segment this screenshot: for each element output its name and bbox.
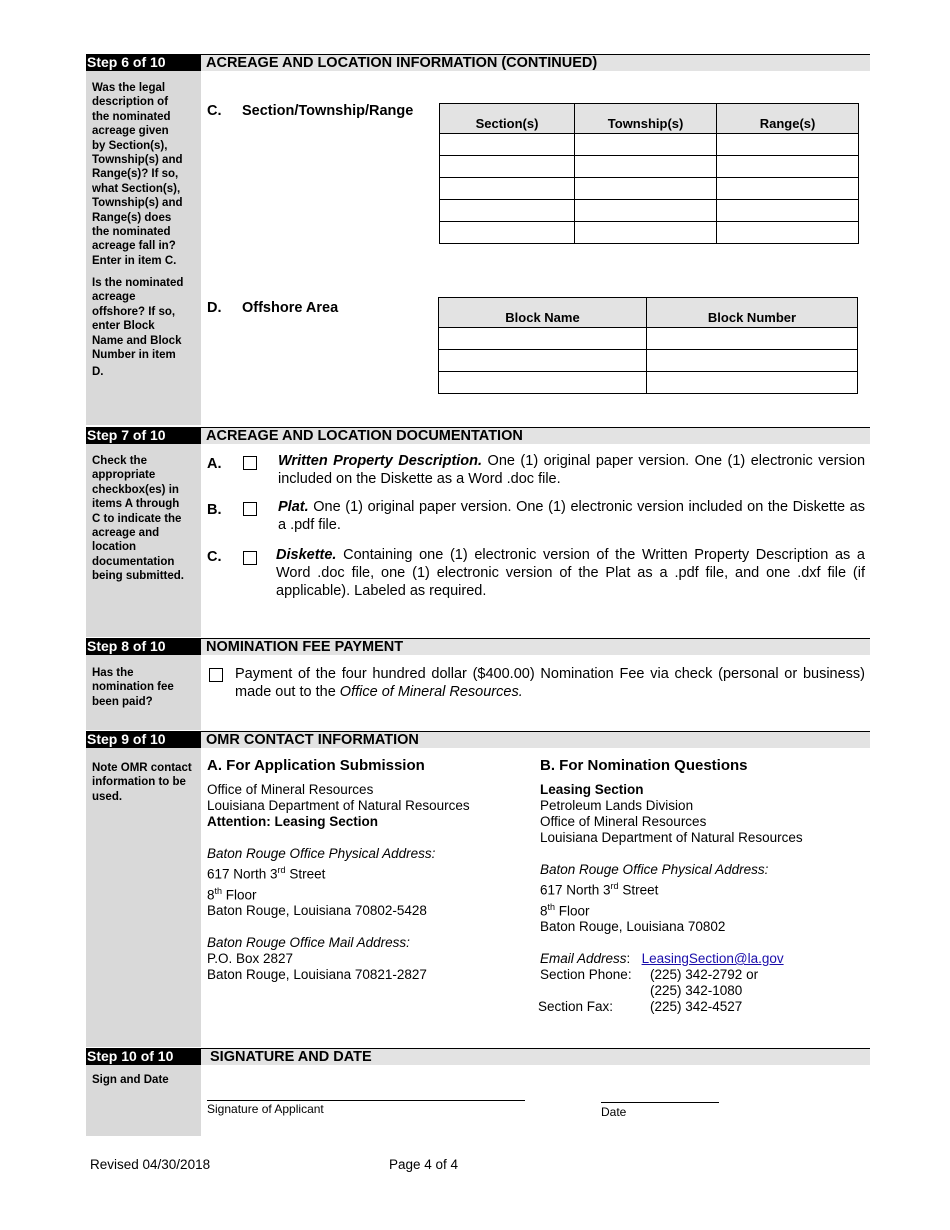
block-name-cell[interactable] bbox=[439, 328, 647, 350]
step8-side-text: Has the nomination fee been paid? bbox=[92, 667, 174, 708]
item-b-text: Plat. One (1) original paper version. One (1) electronic version included on the Diskette as a .pdf file. bbox=[278, 499, 865, 533]
column-header-townships: Township(s) bbox=[575, 104, 717, 134]
floor: 8th Floor bbox=[207, 885, 257, 902]
contact-a-heading: A. For Application Submission bbox=[207, 757, 425, 774]
step6-title: ACREAGE AND LOCATION INFORMATION (CONTINUED) bbox=[201, 54, 870, 71]
item-b-name: Plat. bbox=[278, 499, 309, 515]
step8-title: NOMINATION FEE PAYMENT bbox=[201, 638, 870, 655]
contact-nomination-questions: B. For Nomination Questions Leasing Section Petroleum Lands Division Office of Mineral Resources Louisiana Department of Natural Resources Baton Rouge Office Physical Address: 617 North 3rd Street 8th Floor Baton Rouge, Louisiana 70802 Email Address: LeasingSection@la.gov Section Phone: (225) 342-2792 or (225) 342-1080 Section Fax: (225) 342-4527 bbox=[540, 758, 860, 1015]
item-c-letter: C. bbox=[207, 103, 222, 119]
step8-label: Step 8 of 10 bbox=[86, 638, 201, 655]
block-number-cell[interactable] bbox=[647, 350, 858, 372]
step10-label: Step 10 of 10 bbox=[86, 1048, 201, 1065]
range-cell[interactable] bbox=[717, 200, 859, 222]
revised-date: Revised 04/30/2018 bbox=[90, 1157, 211, 1172]
step7-label: Step 7 of 10 bbox=[86, 427, 201, 444]
table-row bbox=[439, 372, 858, 394]
table-row bbox=[440, 178, 859, 200]
block-name-cell[interactable] bbox=[439, 350, 647, 372]
section-township-range-table bbox=[439, 103, 859, 244]
signature-label: Signature of Applicant bbox=[207, 1102, 324, 1116]
email-link[interactable]: LeasingSection@la.gov bbox=[641, 951, 784, 966]
contact-b-heading: B. For Nomination Questions bbox=[540, 757, 748, 774]
section-cell[interactable] bbox=[440, 134, 575, 156]
plat-checkbox[interactable] bbox=[243, 502, 257, 516]
page-number: Page 4 of 4 bbox=[389, 1157, 459, 1172]
date-label: Date bbox=[601, 1105, 627, 1119]
section-cell[interactable] bbox=[440, 178, 575, 200]
block-number-cell[interactable] bbox=[647, 372, 858, 394]
column-header-block-name: Block Name bbox=[439, 298, 647, 328]
written-description-checkbox[interactable] bbox=[243, 456, 257, 470]
table-row bbox=[440, 200, 859, 222]
township-cell[interactable] bbox=[575, 222, 717, 244]
step6-side-text-c: Was the legal description of the nominated acreage given by Section(s), Township(s) and Range(s)? If so, what Section(s), Township(s) and Range(s) does the nominated acreage fall in? Enter in item C. bbox=[92, 82, 183, 267]
item-d-title: Offshore Area bbox=[242, 300, 339, 316]
street-address: 617 North 3rd Street bbox=[207, 865, 326, 882]
step7-side-text: Check the appropriate checkbox(es) in items A through C to indicate the acreage and location documentation being submitted. bbox=[92, 455, 184, 583]
range-cell[interactable] bbox=[717, 178, 859, 200]
section-cell[interactable] bbox=[440, 200, 575, 222]
item-a-letter: A. bbox=[207, 456, 222, 472]
step9-side-text: Note OMR contact information to be used. bbox=[92, 762, 192, 803]
table-row bbox=[440, 134, 859, 156]
street-address: 617 North 3rd Street bbox=[540, 881, 659, 898]
township-cell[interactable] bbox=[575, 156, 717, 178]
step6-label: Step 6 of 10 bbox=[86, 54, 201, 71]
step10-title: SIGNATURE AND DATE bbox=[201, 1048, 870, 1065]
step9-label: Step 9 of 10 bbox=[86, 731, 201, 748]
table-row bbox=[440, 222, 859, 244]
signature-line[interactable] bbox=[207, 1100, 525, 1101]
diskette-checkbox[interactable] bbox=[243, 551, 257, 565]
item-a-text: Written Property Description. One (1) original paper version. One (1) electronic version included on the Diskette as a Word .doc file. bbox=[278, 453, 866, 487]
floor: 8th Floor bbox=[540, 901, 590, 918]
step9-title: OMR CONTACT INFORMATION bbox=[201, 731, 870, 748]
fee-paid-checkbox[interactable] bbox=[209, 668, 223, 682]
range-cell[interactable] bbox=[717, 156, 859, 178]
range-cell[interactable] bbox=[717, 134, 859, 156]
step6-side-text-d: Is the nominated acreage offshore? If so, enter Block Name and Block Number in item D. bbox=[92, 277, 184, 379]
township-cell[interactable] bbox=[575, 178, 717, 200]
offshore-area-table bbox=[438, 297, 858, 394]
item-c-doc-letter: C. bbox=[207, 549, 222, 565]
item-c-doc-text: Diskette. Containing one (1) electronic version of the Written Property Description as a Word .doc file, one (1) electronic version of the Plat as a .pdf file, and one .dxf file (if applicable). Labeled as required. bbox=[276, 547, 865, 599]
table-row bbox=[440, 156, 859, 178]
item-b-letter: B. bbox=[207, 502, 222, 518]
column-header-sections: Section(s) bbox=[440, 104, 575, 134]
fee-payment-text: Payment of the four hundred dollar ($400.00) Nomination Fee via check (personal or business) made out to the Office of Mineral Resources. bbox=[235, 666, 865, 700]
contact-application-submission: A. For Application Submission Office of Mineral Resources Louisiana Department of Natural Resources Attention: Leasing Section Baton Rouge Office Physical Address: 617 North 3rd Street 8th Floor Baton Rouge, Louisiana 70802-5428 Baton Rouge Office Mail Address: P.O. Box 2827 Baton Rouge, Louisiana 70821-2827 bbox=[207, 758, 527, 983]
column-header-ranges: Range(s) bbox=[717, 104, 859, 134]
column-header-block-number: Block Number bbox=[647, 298, 858, 328]
township-cell[interactable] bbox=[575, 134, 717, 156]
step10-side-text: Sign and Date bbox=[92, 1074, 169, 1086]
block-number-cell[interactable] bbox=[647, 328, 858, 350]
step7-title: ACREAGE AND LOCATION DOCUMENTATION bbox=[201, 427, 870, 444]
date-line[interactable] bbox=[601, 1102, 719, 1103]
item-a-name: Written Property Description. bbox=[278, 453, 483, 469]
table-row bbox=[439, 350, 858, 372]
range-cell[interactable] bbox=[717, 222, 859, 244]
item-c-doc-name: Diskette. bbox=[276, 547, 337, 563]
section-cell[interactable] bbox=[440, 222, 575, 244]
item-c-title: Section/Township/Range bbox=[242, 103, 414, 119]
township-cell[interactable] bbox=[575, 200, 717, 222]
block-name-cell[interactable] bbox=[439, 372, 647, 394]
item-d-letter: D. bbox=[207, 300, 222, 316]
section-cell[interactable] bbox=[440, 156, 575, 178]
table-row bbox=[439, 328, 858, 350]
